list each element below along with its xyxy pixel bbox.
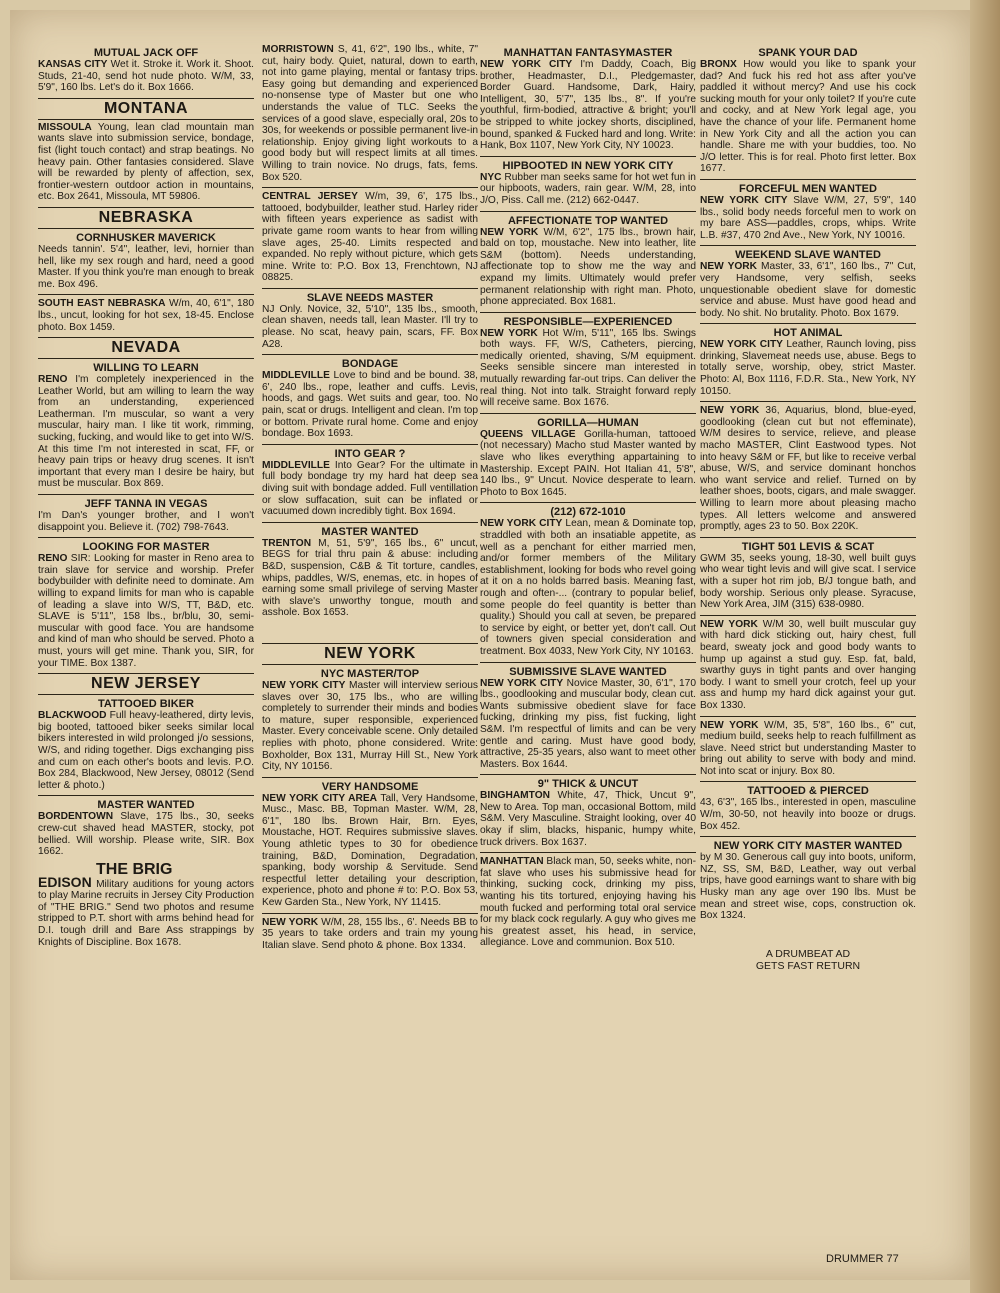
ad-text: Slave, 175 lbs., 30, seeks crew-cut shaved head MASTER, stocky, pot bellied. Will worship. Please write, SIR. Box 1662. [38,811,254,858]
ad-body [700,405,916,533]
ad-title: SUBMISSIVE SLAVE WANTED [509,665,667,678]
ad-divider [480,413,696,414]
ad-city: BLACKWOOD [38,710,107,722]
ad-divider [38,795,254,796]
ad-title: NYC MASTER/TOP [320,667,420,680]
classified-ad [700,541,916,611]
ad-body [262,793,478,909]
column-3 [480,44,696,949]
ad-body [480,790,696,848]
ad-city: NEW YORK [700,618,758,630]
ad-body [480,429,696,499]
classified-ad [480,215,696,308]
ad-body [480,172,696,207]
ad-divider [480,852,696,853]
ad-divider [700,781,916,782]
classified-ad [480,160,696,207]
column-4 [700,44,916,972]
ad-body [700,852,916,922]
ad-title: MASTER WANTED [321,525,419,538]
ad-title: CORNHUSKER MAVERICK [76,231,216,244]
ad-divider [480,312,696,313]
ad-body [700,195,916,241]
ad-divider [262,354,478,355]
ad-text: White, 47, Thick, Uncut 9", New to Area. Top man, occasional Bottom, mild S&M. Very Masculine. Straight looking, over 40 okay if slim, blacks, hispanic, humpy white, truck drivers. Box 1637. [480,790,696,848]
ad-body [262,917,478,952]
ad-body [262,538,478,619]
drumbeat-tagline [700,948,916,972]
ad-title: WILLING TO LEARN [93,362,199,375]
ad-city: NEW YORK CITY [262,679,346,691]
classified-ad [262,44,478,183]
classified-ad [700,327,916,397]
ad-body [700,59,916,175]
ad-body [262,460,478,518]
classified-ad [262,781,478,909]
tagline-line-1: A DRUMBEAT AD [765,947,851,960]
ad-city: MORRISTOWN [262,44,334,55]
ad-title: TIGHT 501 LEVIS & SCAT [741,540,875,553]
ad-divider [700,716,916,717]
ad-title: WEEKEND SLAVE WANTED [735,249,881,262]
state-heading: NEVADA [38,337,254,359]
ad-title: SLAVE NEEDS MASTER [306,291,434,304]
ad-text: W/m, 40, 6'1", 180 lbs., uncut, looking for hot sex, 18-45. Enclose photo. Box 1459. [38,298,254,333]
ad-title: GORILLA—HUMAN [537,416,639,429]
ad-city: MIDDLEVILLE [262,459,330,471]
classified-ad [700,619,916,712]
ad-title: BONDAGE [341,358,399,371]
ad-title: MUTUAL JACK OFF [93,47,199,59]
ad-city: BINGHAMTON [480,790,550,802]
ad-city: KANSAS CITY [38,59,108,70]
ad-text: W/m, 39, 6', 175 lbs., tattooed, bodybuilder, leather stud. Harley rider with fifteen years experience as sadist with private game room wants to hear from willing slave ages, 25-40. Limits respected and expanded. No reply without picture, which gets mine. Write to: P.O. Box 13, Frenchtown, NJ 08825. [262,191,478,284]
ad-body [480,856,696,949]
ad-body [262,304,478,350]
classified-ad [38,362,254,490]
ad-title: 9" THICK & UNCUT [537,778,639,791]
classified-ad [700,840,916,922]
ad-body [480,59,696,152]
ad-divider [480,774,696,775]
ad-divider [262,777,478,778]
ad-text: Needs tannin'. 5'4", leather, levi, hornier than hell, like my sex rough and hard, need a good Master. If you think you're man enough to break me. Box 496. [38,243,254,290]
ad-body [38,811,254,857]
classified-ad [38,799,254,857]
ad-text: Hot W/m, 5'11", 165 lbs. Swings both ways. FF, W/S, Catheters, piercing, medically oriented, shaving, S/M equipment. Seeks sensible sincere man interested in mutually rewarding far-out trips. Can deliver the real thing. Not into talk. Straight forward reply will receive same. Box 1676. [480,327,696,409]
ad-text: W/M, 28, 155 lbs., 6'. Needs BB to 35 years to take orders and train my young Italian slave. Send photo & phone. Box 1334. [262,916,478,951]
classified-ad [38,862,254,949]
classified-ad [700,47,916,175]
ad-city: NEW YORK CITY [700,194,788,206]
classified-ad [700,785,916,832]
ad-body [480,227,696,308]
ad-title: LOOKING FOR MASTER [82,541,210,554]
ad-body [38,510,254,533]
ad-body [262,370,478,440]
ad-title: VERY HANDSOME [321,780,419,793]
ad-divider [262,913,478,914]
ad-city: CENTRAL JERSEY [262,191,358,203]
ad-title: TATTOOED BIKER [98,698,194,711]
state-heading: NEW YORK [262,643,478,665]
ad-divider [262,522,478,523]
ad-title: THE BRIG [96,860,173,878]
ad-divider [700,537,916,538]
ad-city: NEW YORK [480,226,539,238]
ad-text: Lean, mean & Dominate top, straddled with both an insatiable appetite, as well as a penchant for either married men, and/or former members of the Military establishment, looking for bods who revel going at it on a no holds barred basis. Meaning fast, rough and often-... (contrary to popular belief, some people do feel quantity is better than quality.) Should you call at seven, be prepared to service by eight, or better yet, don't call. Out of towners given special consideration and treatment. Box 4033, New York City, NY 10163. [480,518,696,657]
state-heading: NEBRASKA [38,207,254,229]
ad-text: I'm Dan's younger brother, and I won't disappoint you. Believe it. (702) 798-7643. [38,510,254,533]
classified-ad [480,666,696,771]
ad-divider [700,323,916,324]
ad-body [480,678,696,771]
classified-ad [480,417,696,499]
classified-ad [38,698,254,791]
classified-ad [38,298,254,333]
ad-text: Young, lean clad mountain man wants slave into submission service, bondage, fist (light touch contact) and strap beatings. No heavy pain. Other fantasies considered. Slave will be rewarded by plenty of affection, sex, frontier-western outdoor action in mountains, etc. Box 2641, Missoula, MT 59806. [38,121,254,203]
ad-text: M, 51, 5'9", 165 lbs., 6" uncut, BEGS for trial thru pain & abuse: including B&D, suspension, C&B & Tit torture, candles, whips, paddles, W/S, enemas, etc. in hopes of earning some small privilege of serving Master with slave's unworthy tongue, mouth and asshole. Box 1653. [262,537,478,619]
classified-ad [700,183,916,241]
ad-title: TATTOOED & PIERCED [747,785,869,798]
ad-divider [480,211,696,212]
classified-ad [480,506,696,657]
ad-divider [38,537,254,538]
ad-text: Full heavy-leathered, dirty levis, big booted, tattooed biker seeks similar local bikers interested in wild prolonged j/o sessions, W/S, and riding together. Digs exchanging piss and cum on each other's boots and levis. P.O. Box 284, Blackwood, New Jersey, 08012 (Send letter & photo.) [38,710,254,791]
page-folio: DRUMMER 77 [826,1253,899,1265]
ad-title: RESPONSIBLE—EXPERIENCED [503,315,673,328]
ad-divider [700,401,916,402]
ad-divider [480,662,696,663]
ad-title: HIPBOOTED IN NEW YORK CITY [502,159,674,172]
ad-text: Rubber man seeks same for hot wet fun in our hipboots, waders, rain gear. W/M, 28, into J/O, Piss. Call me. (212) 662-0447. [480,171,696,206]
ad-body [700,797,916,832]
ad-city: NEW YORK [700,261,758,273]
ad-city: NYC [480,171,502,183]
ad-city: NEW YORK CITY [480,518,563,530]
classified-ad [262,917,478,952]
ad-title: HOT ANIMAL [773,327,843,340]
classified-ad [480,856,696,949]
ad-city: NEW YORK [262,916,319,928]
column-1 [38,44,254,948]
classified-ad [262,292,478,350]
ad-body [700,720,916,778]
column-2 [262,44,478,951]
classified-ad [480,778,696,848]
ad-text: 43, 6'3", 165 lbs., interested in open, masculine W/m, 30-50, not heavily into booze or drugs. Box 452. [700,797,916,832]
ad-divider [700,836,916,837]
ad-body [700,261,916,319]
state-heading: NEW JERSEY [38,673,254,695]
classified-ad [262,668,478,773]
ad-text: W/M, 6'2", 175 lbs., brown hair, bald on top, moustache. New into leather, lite S&M (bottom). Needs understanding, affectionate top to show me the way and expand my limits. Ultimately would prefer permanent relationship with right man. Photo, phone appreciated. Box 1681. [480,226,696,308]
classified-ad [700,249,916,319]
ad-title: JEFF TANNA IN VEGAS [84,498,208,511]
ad-text: Black man, 50, seeks white, non-fat slave who uses his submissive head for thinking, sucking cock, drinking my piss, wanting his tits tortured, enjoying having his mouth fucked and performing total oral service for my black cock regularly. A guy who gives me his greatest asset, his head, in service, allegiance. Love and communion. Box 510. [480,856,696,949]
ad-city: BORDENTOWN [38,811,114,823]
ad-text: W/M, 35, 5'8", 160 lbs., 6" cut, medium build, seeks help to reach fulfillment as slave. Need strict but understanding Master to bring out ability to serve with body and mind. Not into scat or injury. Box 80. [700,719,916,777]
classified-ad [38,47,254,94]
ad-city: NEW YORK CITY [480,677,564,689]
ad-city: TRENTON [262,537,312,549]
ad-divider [38,294,254,295]
ad-city: MIDDLEVILLE [262,370,330,382]
page-edge [970,0,1000,1293]
ad-text: Wet it. Stroke it. Work it. Shoot. Studs, 21-40, send hot nude photo. W/M, 33, 5'9", 160 lbs. Let's do it. Box 1666. [38,59,254,94]
ad-text: GWM 35, seeks young, 18-30, well built guys who wear tight levis and will give scat. I service with a super hot rim job, B/J tongue bath, and body worship. Serious only please. Syracuse, New York Area, JIM (315) 638-0980. [700,552,916,611]
ad-divider [480,156,696,157]
ad-body [38,59,254,94]
ad-text: How would you like to spank your dad? And fuck his red hot ass after you've paddled it without mercy? And use his cock sucking mouth for your only toilet? If you're cute and cocky, and at New York legal age, you have the chance of your life. Permanent home in New York City and all the action you can handle. Share me with your buddies, too. No J/O letter. This is for real. Photo first letter. Box 1677. [700,59,916,175]
ad-divider [700,179,916,180]
ad-city: MISSOULA [38,121,92,133]
ad-body [262,680,478,773]
ad-body [38,553,254,669]
ad-body [38,374,254,490]
classified-ad [38,122,254,203]
ad-city: RENO [38,374,68,386]
ad-divider [700,615,916,616]
ad-title: NEW YORK CITY MASTER WANTED [713,840,903,853]
classified-ad [262,448,478,518]
ad-text: SIR: Looking for master in Reno area to train slave for service and worship. Prefer bodybuilder with definite need to dominate. Am willing to expand limits for man who is capable of leading a slave into W/S, TT, B&D, etc. SLAVE is 5'11", 158 lbs., br/blu, 30, semi-muscular with good face. You are handsome and kind of man who should be served. Photo a must, yours will get mine. Thank you, SIR, for your TIME. Box 1387. [38,553,254,669]
ad-title: AFFECTIONATE TOP WANTED [507,214,669,227]
ad-title: FORCEFUL MEN WANTED [739,182,877,195]
ad-text: I'm Daddy, Coach, Big brother, Headmaster, D.I., Pledgemaster, Border Guard. Handsome, Dark, Hairy, Intelligent, 30, 5'7", 135 lbs., 8". If you're youthful, firm-bodied, attractive & bright; you'll be stripped to white jockey shorts, disciplined, bound, spanked & Fucked hard and long. Write: Hank, Box 1107, New York City, NY 10023. [480,59,696,152]
ad-body [262,44,478,183]
ad-city: MANHATTAN [480,856,544,868]
ad-text: Novice Master, 30, 6'1", 170 lbs., goodlooking and muscular body, clean cut. Wants submissive obedient slave for face fucking, drinking my piss, fist fucking, light S&M. I'm respectful of limits and can be very gentle and caring. Must have good body, attractive, 25-35 years, also want to meet other Masters. Box 1644. [480,677,696,770]
ad-text: Tall, Very Handsome, Musc., Masc. BB, Topman Master. W/M, 28, 6'1", 180 lbs. Brown Hair, Brn. Eyes, Moustache, HOT. Requires submissive slaves. Young athletic types to 30 for obedience training, B&D, Domination, Degradation, spanking, body worship & Servitude. Send respectful letter detailing your description, experience, photo and phone # to: P.O. Box 53, Kew Garden Sta., New York, NY 11415. [262,792,478,909]
ad-text: Into Gear? For the ultimate in full body bondage try my hard hat deep sea diving suit with bondage added. Full ventillation or slow suffacation, suit can be inflated or vacuumed down incredibly tight. Box 1694. [262,459,478,518]
ad-text: by M 30. Generous call guy into boots, uniform, NZ, SS, SM, B&D, Leather, way out verbal trips, have good earnings want to share with big Husky man any age over 190 lbs. Must be mean and street wise, cops, construction ok. Box 1324. [700,852,916,922]
ad-body [700,619,916,712]
ad-text: Master, 33, 6'1", 160 lbs., 7" Cut, very Handsome, very selfish, seeks unquestionable obedient slave for domestic service and abuse. Must have good head and body. No shit. No brutality. Photo. Box 1679. [700,261,916,319]
state-heading: MONTANA [38,98,254,120]
ad-text: S, 41, 6'2", 190 lbs., white, 7" cut, hairy body. Quiet, natural, down to earth, not into game playing, mental or fantasy trips. Easy going but demanding and experienced no-nonsense type of Master but one who understands the value of TLC. Seeks the services of a good slave, especially oral, 20s to 30s, for weekends or possible permanent live-in relationship. Enjoy giving light workouts to a good body but will respect limits at all times. Willing to train novice. No drugs, fats, fems. Box 520. [262,44,478,183]
ad-city: RENO [38,553,68,565]
ad-text: Military auditions for young actors to play Marine recruits in Jersey City Production of "THE BRIG." Send two photos and resume stripped to P.T. short with arms behind head for D.I. tough drill and Bare Ass strappings by Knights of Discipline. Box 1678. [38,878,254,948]
ad-body [38,710,254,791]
ad-title: INTO GEAR ? [334,447,406,460]
ad-text: Love to bind and be bound. 38, 6', 240 lbs., rope, leather and cuffs. Levis, hoods, and gags. Wet suits and gear, too. No pain, scat or drugs. Intelligent and clean. I'm top or bottom. Private rural home. Come and enjoy bondage. Box 1693. [262,370,479,440]
classified-ad [38,541,254,669]
ad-divider [262,187,478,188]
ad-body [480,328,696,409]
ad-divider [262,288,478,289]
ad-city: NEW YORK CITY AREA [262,792,378,804]
ad-body [262,191,478,284]
tagline-line-2: GETS FAST RETURN [755,959,861,972]
ad-city: NEW YORK [480,327,538,339]
ad-body [38,122,254,203]
ad-city: BRONX [700,59,737,70]
ad-title: (212) 672-1010 [550,506,626,519]
ad-divider [480,502,696,503]
ad-text: Gorilla-human, tattooed (not necessary) Macho stud Master wanted by slave who likes everything appartaining to Mastership. Except PAIN. Hot Italian 41, 5'8", 140 lbs., 9" Uncut. Novice desperate to learn. Photo to Box 1645. [480,428,696,498]
ad-text: W/M 30, well built muscular guy with hard dick sticking out, hairy chest, full beard, sweaty jock and good body wants to hump up against a stud guy. Esp. fat, bald, swarthy guys in tight pants and over hanging body. I want to smell your crotch, feel up your ass and hump my hard dick against your gut. Box 1330. [700,618,916,711]
classified-ad [700,720,916,778]
ad-title: SPANK YOUR DAD [758,47,858,59]
ad-city: NEW YORK CITY [480,59,573,70]
ad-body [700,339,916,397]
ad-city: SOUTH EAST NEBRASKA [38,298,166,310]
ad-body [38,244,254,290]
column-spacer [262,619,478,639]
ad-title: MASTER WANTED [97,799,195,812]
classified-ad [262,526,478,619]
ad-divider [700,245,916,246]
ad-text: Leather, Raunch loving, piss drinking, Slavemeat needs use, abuse. Begs to totally serve, worship, obey, strict Master. Photo: Al, Box 1116, F.D.R. Sta., New York, NY 10150. [700,339,916,397]
classified-ad [262,358,478,440]
ad-city: NEW YORK [700,405,760,417]
ad-divider [262,444,478,445]
ad-city: NEW YORK CITY [700,339,783,351]
classified-ad [38,232,254,290]
ad-city: QUEENS VILLAGE [480,428,576,440]
ad-body [700,553,916,611]
classified-ad [480,47,696,152]
classified-ad [480,316,696,409]
ad-text: Master will interview serious slaves over 30, 175 lbs., who are willing completely to surrender their minds and bodies to mature, super responsible, experienced Master. Every conceivable scene. Only detailed replies with photo, phone considered. Write: Boxholder, Box 131, Murray Hill St., New York City, NY 10156. [262,679,478,773]
ad-text: Slave W/M, 27, 5'9", 140 lbs., solid body needs forceful men to work on my bare ASS—paddles, crops, whips. Write L.B. #37, 470 2nd Ave., New York, NY 10016. [700,194,916,241]
ad-text: I'm completely inexperienced in the Leather World, but am willing to learn the way from an understanding, experienced Leatherman. I'm muscular, so want a very muscular, hairy man. I like tit work, rimming, sucking, fucking, and would like to get into W/S. At this time I'm not interested in scat, FF, or heavy pain trips or heavy drug scenes. It isn't important that every man I desire be hairy, but must be muscular. Box 869. [38,374,254,490]
ad-text: 36, Aquarius, blond, blue-eyed, goodlooking (clean cut but not effeminate), W/M desires to service, relieve, and please macho MASTER, Clint Eastwood types. Not into heavy S&M or FF, but like to receive verbal abuse, W/S, and service dominant honchos who want service and relief. Turned on by leather shoes, boots, cigars, and male swagger. Willing to learn more about pleasing macho types. All letters welcome and answered promptly, ages 23 to 50. Box 220K. [700,405,916,533]
ad-text: NJ Only. Novice, 32, 5'10", 135 lbs., smooth, clean shaven, needs tall, lean Master. I'll try to please. No scat, heavy pain, scars, FF. Box A28. [262,303,478,350]
classified-ad [700,405,916,533]
ad-city: EDISON [38,873,92,890]
ad-divider [38,494,254,495]
classified-ad [38,498,254,533]
ad-title: MANHATTAN FANTASYMASTER [503,47,673,59]
ad-body [480,518,696,657]
ad-body [38,298,254,333]
ad-body [38,873,254,949]
classified-ad [262,191,478,284]
ad-city: NEW YORK [700,719,759,731]
